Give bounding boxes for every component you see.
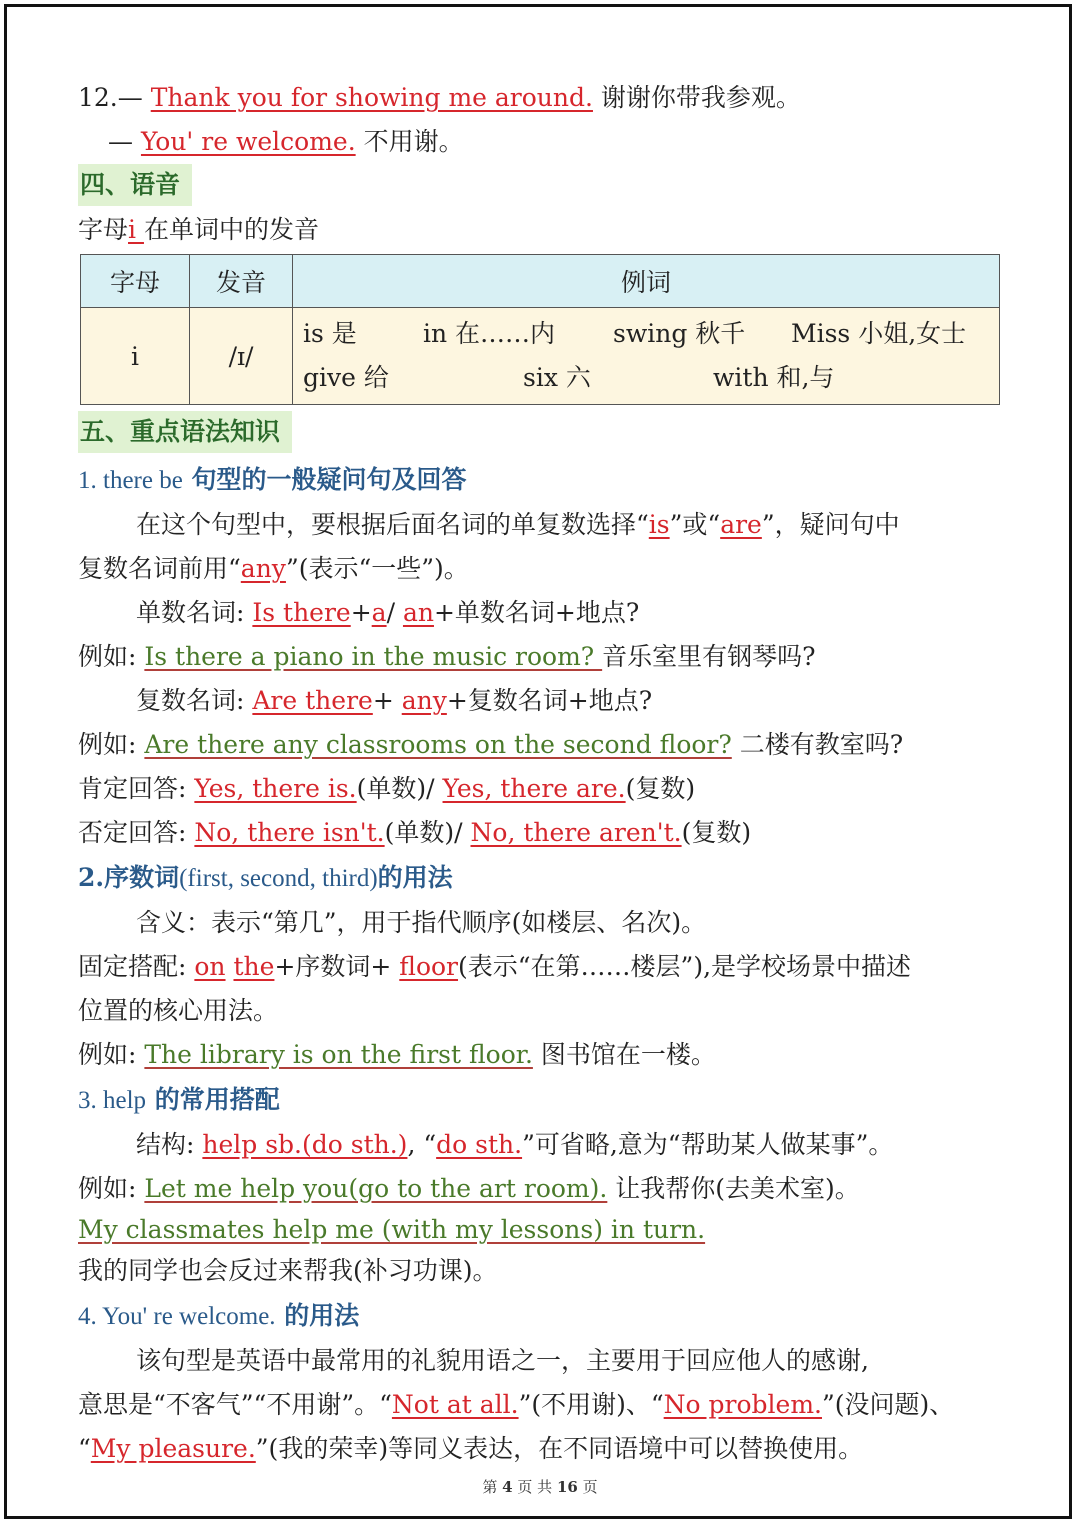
example-sentence: Is there a piano in the music room? bbox=[144, 642, 603, 671]
text: 复数名词: bbox=[136, 686, 253, 715]
text: 固定搭配: bbox=[78, 952, 195, 981]
heading-en: 1. there be bbox=[78, 467, 183, 494]
header-sound: 发音 bbox=[190, 255, 293, 308]
english-sentence: Thank you for showing me around. bbox=[150, 83, 593, 112]
text: ”(没问题)、 bbox=[821, 1390, 955, 1419]
table-header-row bbox=[81, 255, 1000, 308]
example-singular bbox=[78, 635, 1008, 679]
keyword: is bbox=[648, 510, 670, 539]
grammar-heading-3 bbox=[78, 1077, 1008, 1123]
section-title: 五、重点语法知识 bbox=[78, 411, 292, 453]
text: 复数名词前用“ bbox=[78, 554, 241, 583]
paragraph bbox=[78, 1383, 1008, 1427]
text: (单数)/ bbox=[384, 818, 471, 847]
page-content bbox=[78, 76, 1008, 1471]
chinese-translation: 不用谢。 bbox=[363, 127, 464, 156]
negative-answer bbox=[78, 811, 1008, 855]
keyword: help sb.(do sth.) bbox=[202, 1130, 408, 1159]
text: ”可省略,意为“帮助某人做某事”。 bbox=[522, 1130, 894, 1159]
paragraph bbox=[78, 503, 1008, 547]
heading-en: 4. You' re welcome. bbox=[78, 1303, 276, 1330]
example-word: give 给 bbox=[303, 363, 389, 392]
example-sentence: Let me help you(go to the art room). bbox=[144, 1174, 608, 1203]
rule-singular bbox=[78, 591, 1008, 635]
heading-en: (first, second, third) bbox=[179, 865, 378, 892]
text: +单数名词+地点? bbox=[433, 598, 640, 627]
dialog-line-12-reply bbox=[78, 120, 1008, 164]
example-help-2 bbox=[78, 1211, 1008, 1249]
example-sentence: Are there any classrooms on the second floor? bbox=[144, 730, 732, 759]
paragraph: 含义：表示“第几”，用于指代顺序(如楼层、名次)。 bbox=[136, 908, 707, 937]
text: ”(不用谢)、“ bbox=[518, 1390, 664, 1419]
example-sentence: My classmates help me (with my lessons) in turn. bbox=[78, 1215, 706, 1244]
keyword: Are there bbox=[252, 686, 373, 715]
grammar-heading-4 bbox=[78, 1293, 1008, 1339]
phonetics-table bbox=[80, 254, 1000, 405]
example-sentence: The library is on the first floor. bbox=[144, 1040, 533, 1069]
keyword: the bbox=[233, 952, 275, 981]
keyword: No problem. bbox=[663, 1390, 822, 1419]
keyword: Yes, there are. bbox=[442, 774, 626, 803]
affirmative-answer bbox=[78, 767, 1008, 811]
example-word: in 在……内 bbox=[423, 319, 556, 348]
text: 例如: bbox=[78, 730, 145, 759]
section-title: 四、语音 bbox=[78, 164, 192, 206]
text: 肯定回答: bbox=[78, 774, 195, 803]
example-word: is 是 bbox=[303, 319, 357, 348]
item-number: 12.— bbox=[78, 83, 143, 112]
example-word: with 和,与 bbox=[713, 363, 835, 392]
text: 例如: bbox=[78, 1040, 145, 1069]
phonetic-title-pre: 字母 bbox=[78, 215, 129, 244]
text: 结构: bbox=[136, 1130, 203, 1159]
grammar-heading-2 bbox=[78, 855, 1008, 901]
examples-row-2 bbox=[303, 356, 989, 400]
paragraph: 该句型是英语中最常用的礼貌用语之一，主要用于回应他人的感谢, bbox=[136, 1346, 869, 1375]
phonetic-title bbox=[78, 208, 1008, 252]
text: ”(表示“一些”)。 bbox=[285, 554, 469, 583]
keyword: floor bbox=[399, 952, 459, 981]
text: 否定回答: bbox=[78, 818, 195, 847]
text: / bbox=[386, 598, 403, 627]
page-number: 4 bbox=[502, 1478, 513, 1496]
keyword: Is there bbox=[252, 598, 351, 627]
text: 在这个句型中，要根据后面名词的单复数选择“ bbox=[136, 510, 649, 539]
text: +序数词+ bbox=[274, 952, 400, 981]
text: , “ bbox=[407, 1130, 437, 1159]
example-ordinal bbox=[78, 1033, 1008, 1077]
section-four bbox=[78, 164, 1008, 208]
header-examples: 例词 bbox=[293, 255, 1000, 308]
paragraph: 位置的核心用法。 bbox=[78, 996, 279, 1025]
text: (单数)/ bbox=[356, 774, 443, 803]
example-word: swing 秋千 bbox=[613, 319, 746, 348]
example-help bbox=[78, 1167, 1008, 1211]
text: “ bbox=[78, 1434, 91, 1463]
heading-zh: 2.序数词 bbox=[78, 863, 180, 892]
paragraph bbox=[78, 1427, 1008, 1471]
text: 图书馆在一楼。 bbox=[540, 1040, 716, 1069]
text: 例如: bbox=[78, 1174, 145, 1203]
text: 让我帮你(去美术室)。 bbox=[615, 1174, 860, 1203]
text: ”(我的荣幸)等同义表达，在不同语境中可以替换使用。 bbox=[255, 1434, 864, 1463]
text: ”，疑问句中 bbox=[761, 510, 900, 539]
grammar-heading-1 bbox=[78, 457, 1008, 503]
total-pages: 16 bbox=[556, 1478, 578, 1496]
paragraph bbox=[78, 1123, 1008, 1167]
text: + bbox=[350, 598, 372, 627]
phonetic-title-post: 在单词中的发音 bbox=[143, 215, 319, 244]
text: 例如: bbox=[78, 642, 145, 671]
example-plural bbox=[78, 723, 1008, 767]
example-word: six 六 bbox=[523, 363, 591, 392]
text: 单数名词: bbox=[136, 598, 253, 627]
text: + bbox=[372, 686, 402, 715]
paragraph bbox=[78, 547, 1008, 591]
heading-en: 3. help bbox=[78, 1087, 147, 1114]
heading-zh: 句型的一般疑问句及回答 bbox=[191, 465, 467, 494]
keyword: any bbox=[240, 554, 286, 583]
keyword: No, there isn't. bbox=[194, 818, 385, 847]
keyword: My pleasure. bbox=[90, 1434, 256, 1463]
dash: — bbox=[108, 127, 133, 156]
keyword: any bbox=[401, 686, 447, 715]
chinese-translation: 谢谢你带我参观。 bbox=[600, 83, 801, 112]
text: 二楼有教室吗? bbox=[739, 730, 904, 759]
heading-zh: 的常用搭配 bbox=[154, 1085, 280, 1114]
text: 音乐室里有钢琴吗? bbox=[602, 642, 816, 671]
cell-sound: /ɪ/ bbox=[190, 308, 293, 405]
keyword: No, there aren't. bbox=[470, 818, 682, 847]
cell-examples bbox=[293, 308, 1000, 405]
keyword: an bbox=[402, 598, 434, 627]
examples-row-1 bbox=[303, 312, 989, 356]
target-letter: i bbox=[128, 215, 144, 244]
english-sentence: You' re welcome. bbox=[140, 127, 356, 156]
table-row bbox=[81, 308, 1000, 405]
header-letter: 字母 bbox=[81, 255, 190, 308]
text: 意思是“不客气”“不用谢”。“ bbox=[78, 1390, 392, 1419]
heading-zh: 的用法 bbox=[377, 863, 453, 892]
cell-letter: i bbox=[81, 308, 190, 405]
heading-zh: 的用法 bbox=[284, 1301, 360, 1330]
keyword: Yes, there is. bbox=[194, 774, 357, 803]
text: ”或“ bbox=[669, 510, 721, 539]
paragraph: 我的同学也会反过来帮我(补习功课)。 bbox=[78, 1256, 498, 1285]
keyword: a bbox=[371, 598, 387, 627]
rule-plural bbox=[78, 679, 1008, 723]
text: (表示“在第……楼层”),是学校场景中描述 bbox=[458, 952, 912, 981]
dialog-line-12 bbox=[78, 76, 1008, 120]
text: (复数) bbox=[625, 774, 696, 803]
keyword: do sth. bbox=[436, 1130, 523, 1159]
keyword: Not at all. bbox=[391, 1390, 519, 1419]
paragraph bbox=[78, 945, 1008, 989]
section-five bbox=[78, 411, 1008, 457]
keyword: on bbox=[194, 952, 226, 981]
footer-text: 页 共 bbox=[517, 1478, 553, 1496]
footer-text: 第 bbox=[482, 1478, 498, 1496]
footer-text: 页 bbox=[582, 1478, 598, 1496]
page-footer bbox=[0, 1476, 1080, 1497]
keyword: are bbox=[720, 510, 762, 539]
text: +复数名词+地点? bbox=[446, 686, 653, 715]
text: (复数) bbox=[681, 818, 752, 847]
example-word: Miss 小姐,女士 bbox=[791, 319, 967, 348]
